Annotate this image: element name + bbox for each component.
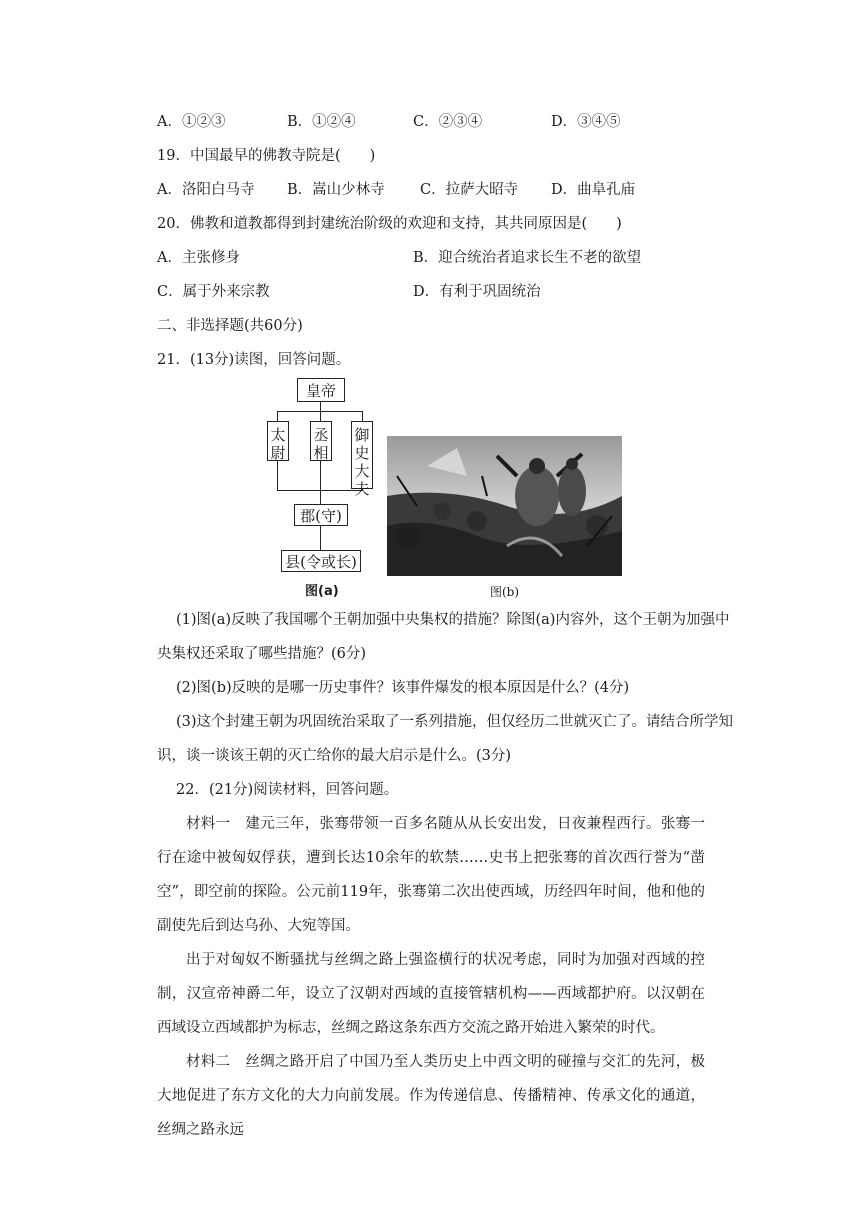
official-label: 丞相 [313, 426, 329, 462]
q21-3-line2: 识，谈一谈该王朝的灭亡给你的最大启示是什么。(3分) [157, 748, 512, 764]
q18-option-c: C．②③④ [413, 114, 483, 130]
q21-3-line1: (3)这个封建王朝为巩固统治采取了一系列措施，但仅经历二世就灭亡了。请结合所学知 [176, 714, 734, 730]
emperor-box: 皇帝 [297, 378, 345, 402]
q19-option-b: B．嵩山少林寺 [287, 182, 385, 198]
uprising-illustration [387, 436, 622, 576]
q18-option-a: A．①②③ [157, 114, 226, 130]
material-2-paragraph: 材料二 丝绸之路开启了中国乃至人类历史上中西文明的碰撞与交汇的先河，极大地促进了东方文化的大力向前发展。作为传递信息、传播精神、传承文化的通道，丝绸之路永远 [157, 1054, 705, 1138]
q19-stem: 19．中国最早的佛教寺院是( ) [157, 148, 376, 164]
q21-stem: 21．(13分)读图，回答问题。 [157, 352, 351, 368]
q21-1-line2: 央集权还采取了哪些措施？(6分) [157, 646, 367, 662]
commandery-box: 郡(守) [294, 504, 348, 526]
section-heading: 二、非选择题(共60分) [157, 318, 303, 334]
q20-stem: 20．佛教和道教都得到封建统治阶级的欢迎和支持，其共同原因是( ) [157, 216, 622, 232]
q21-1-line1: (1)图(a)反映了我国哪个王朝加强中央集权的措施？除图(a)内容外，这个王朝为加强中 [176, 612, 730, 628]
official-box-taiwei [267, 421, 289, 461]
figure-a-caption: 图(a) [305, 584, 339, 599]
material-1-paragraph-2: 出于对匈奴不断骚扰与丝绸之路上强盗横行的状况考虑，同时为加强对西域的控制，汉宣帝神爵二年，设立了汉朝对西域的直接管辖机构——西域都护府。以汉朝在西域设立西域都护为标志，丝绸之路这条东西方交流之路开始进入繁荣的时代。 [157, 952, 705, 1036]
q20-option-b: B．迎合统治者追求长生不老的欲望 [413, 250, 642, 266]
q19-option-a: A．洛阳白马寺 [157, 182, 255, 198]
material-1-paragraph-1: 材料一 建元三年，张骞带领一百多名随从从长安出发，日夜兼程西行。张骞一行在途中被匈奴俘获，遭到长达10余年的软禁……史书上把张骞的首次西行誉为“凿空”，即空前的探险。公元前119年，张骞第二次出使西域，历经四年时间，他和他的副使先后到达乌孙、大宛等国。 [157, 816, 705, 934]
q20-option-d: D．有利于巩固统治 [413, 284, 541, 300]
q19-option-c: C．拉萨大昭寺 [420, 182, 519, 198]
figure-b-caption: 图(b) [490, 585, 520, 599]
official-label: 御史大夫 [354, 426, 370, 498]
q19-option-d: D．曲阜孔庙 [551, 182, 636, 198]
q20-option-c: C．属于外来宗教 [157, 284, 270, 300]
official-label: 太尉 [270, 426, 286, 462]
official-box-yushidafu [351, 421, 373, 498]
q20-option-a: A．主张修身 [157, 250, 240, 266]
q21-2: (2)图(b)反映的是哪一历史事件？该事件爆发的根本原因是什么？(4分) [176, 680, 630, 696]
official-box-chengxiang [310, 421, 332, 461]
q18-option-d: D．③④⑤ [551, 114, 621, 130]
county-box: 县(令或长) [281, 550, 361, 572]
q22-stem: 22．(21分)阅读材料，回答问题。 [176, 782, 399, 798]
q18-option-b: B．①②④ [287, 114, 356, 130]
